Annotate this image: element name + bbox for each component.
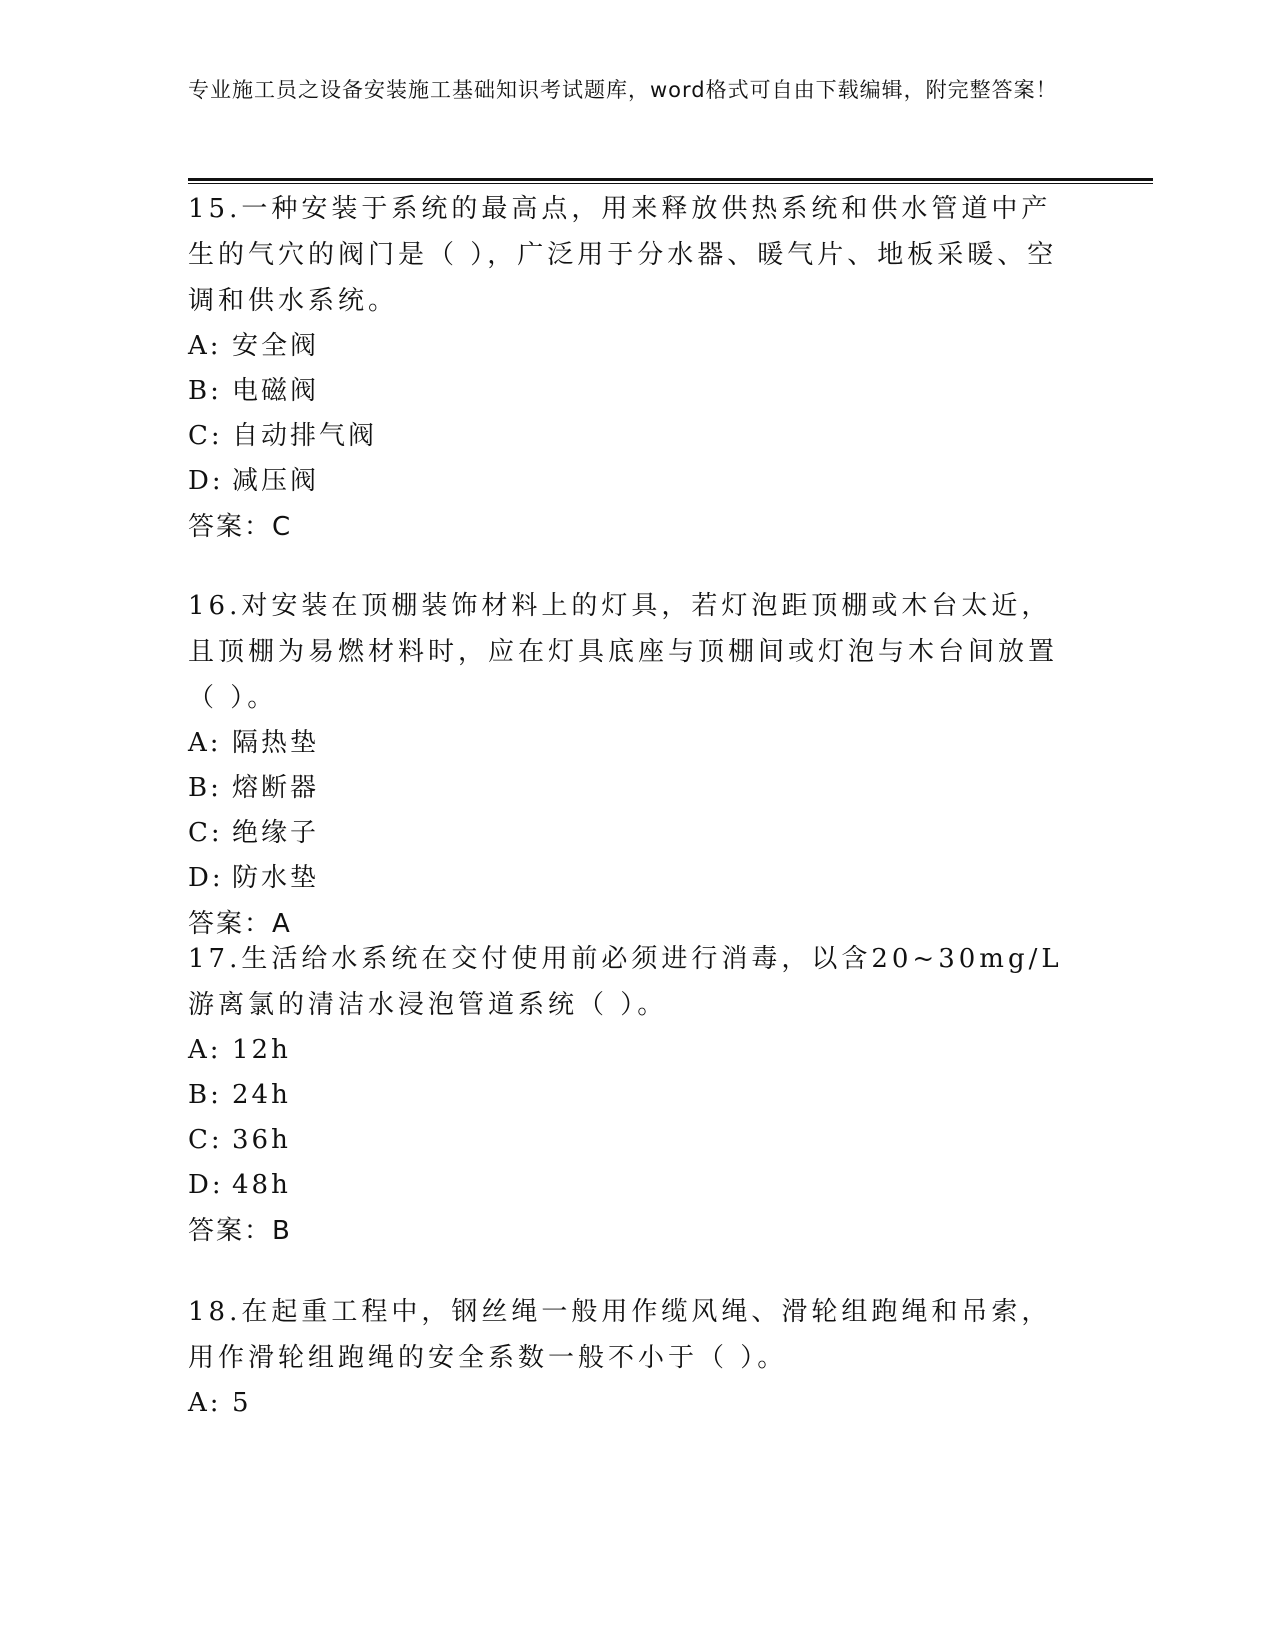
option-c [188, 1118, 1078, 1163]
option-label: C: [188, 818, 223, 848]
option-text: 电磁阀 [232, 376, 320, 406]
option-label: B: [188, 376, 222, 406]
option-text: 安全阀 [232, 331, 320, 361]
option-label: B: [188, 773, 222, 803]
option-text: 24h [232, 1080, 291, 1110]
option-label: B: [188, 1080, 222, 1110]
answer-line: 答案：B [188, 1216, 292, 1246]
option-text: 熔断器 [232, 773, 320, 803]
option-text: 绝缘子 [232, 818, 320, 848]
option-text: 5 [232, 1388, 252, 1418]
option-label: D: [188, 1170, 224, 1200]
option-text: 减压阀 [232, 466, 320, 496]
option-a [188, 324, 1078, 369]
option-label: A: [188, 728, 222, 758]
option-b [188, 766, 1078, 811]
option-a [188, 1381, 1078, 1426]
question-stem: 16.对安装在顶棚装饰材料上的灯具，若灯泡距顶棚或木台太近，且顶棚为易燃材料时，应在灯具底座与顶棚间或灯泡与木台间放置（ ）。 [188, 591, 1059, 713]
option-a [188, 1028, 1078, 1073]
option-text: 防水垫 [232, 863, 320, 893]
option-d [188, 856, 1078, 901]
option-label: C: [188, 421, 223, 451]
option-text: 自动排气阀 [232, 421, 378, 451]
option-a [188, 721, 1078, 766]
document-header: 专业施工员之设备安装施工基础知识考试题库，word格式可自由下载编辑，附完整答案！ [188, 78, 1058, 102]
option-d [188, 459, 1078, 504]
answer-line: 答案：A [188, 909, 292, 939]
option-label: A: [188, 1035, 222, 1065]
option-c [188, 414, 1078, 459]
option-label: A: [188, 331, 222, 361]
question-18 [188, 1289, 1078, 1426]
question-15 [188, 186, 1078, 550]
option-label: D: [188, 863, 224, 893]
option-c [188, 811, 1078, 856]
question-stem: 18.在起重工程中，钢丝绳一般用作缆风绳、滑轮组跑绳和吊索，用作滑轮组跑绳的安全系数一般不小于（ ）。 [188, 1297, 1052, 1373]
answer-line: 答案：C [188, 512, 293, 542]
question-17 [188, 936, 1078, 1254]
option-text: 36h [232, 1125, 291, 1155]
option-text: 12h [232, 1035, 291, 1065]
option-label: A: [188, 1388, 222, 1418]
header-divider [188, 178, 1153, 184]
option-label: C: [188, 1125, 223, 1155]
option-d [188, 1163, 1078, 1208]
option-text: 隔热垫 [232, 728, 320, 758]
question-stem: 15.一种安装于系统的最高点，用来释放供热系统和供水管道中产生的气穴的阀门是（ ），广泛用于分水器、暖气片、地板采暖、空调和供水系统。 [188, 194, 1058, 316]
question-16 [188, 583, 1078, 947]
option-text: 48h [232, 1170, 291, 1200]
option-b [188, 1073, 1078, 1118]
option-label: D: [188, 466, 224, 496]
question-stem: 17.生活给水系统在交付使用前必须进行消毒，以含20~30mg/L游离氯的清洁水浸泡管道系统（ ）。 [188, 944, 1063, 1020]
option-b [188, 369, 1078, 414]
